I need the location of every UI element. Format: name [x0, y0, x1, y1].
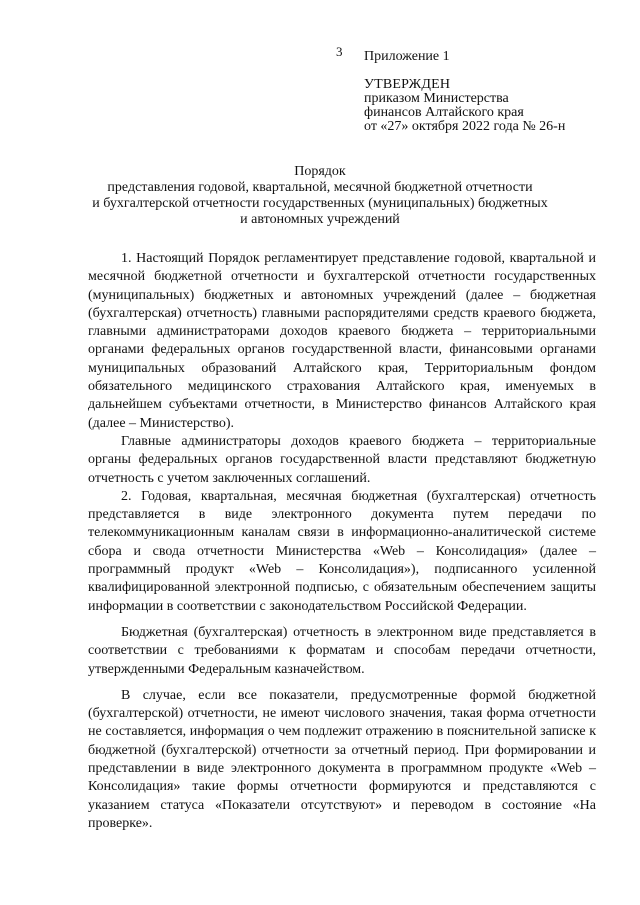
paragraph: В случае, если все показатели, предусмотренные формой бюджетной (бухгалтерской) отчетности, не имеют числового значения, такая форма отчетности не составляется, информация о чем подлежит отражению в пояснительной записке к бюджетной (бухгалтерской) отчетности за отчетный период. При формировании и представлении в виде электронного документа в программном продукте «Web – Консолидация» такие формы отчетности формируются и представляются с указанием статуса «Показатели отсутствуют» и переводом в состояние «На проверке». — [88, 687, 596, 831]
title-line: и автономных учреждений — [240, 212, 400, 227]
paragraph: Бюджетная (бухгалтерская) отчетность в электронном виде представляется в соответствии с требованиями к форматам и способам передачи отчетности, утвержденными Федеральным казначейством. — [88, 624, 596, 677]
title-line: Порядок — [294, 164, 346, 179]
approved-line: финансов Алтайского края — [364, 105, 524, 120]
approved-line: от «27» октября 2022 года № 26-н — [364, 119, 566, 134]
approved-line: приказом Министерства — [364, 91, 509, 106]
paragraph: Главные администраторы доходов краевого бюджета – территориальные органы федеральных органов государственной власти представляют бюджетную отчетность с учетом заключенных соглашений. — [88, 433, 596, 486]
paragraph: 1. Настоящий Порядок регламентирует представление годовой, квартальной и месячной бюджетной отчетности и бухгалтерской отчетности государственных (муниципальных) бюджетных и автономных учреждений (далее – бюджетная (бухгалтерская) отчетность) главными распорядителями средств краевого бюджета, главными администраторами доходов краевого бюджета – территориальными органами федеральных органов государственной власти, финансовыми органами муниципальных образований Алтайского края, Территориальным фондом обязательного медицинского страхования Алтайского края, именуемых в дальнейшем субъектами отчетности, в Министерство финансов Алтайского края (далее – Министерство). — [88, 251, 596, 431]
page-number: 3 — [336, 44, 343, 59]
title-line: и бухгалтерской отчетности государственных (муниципальных) бюджетных — [92, 196, 548, 211]
appendix-label: Приложение 1 — [364, 49, 450, 64]
title-line: представления годовой, квартальной, месячной бюджетной отчетности — [107, 180, 533, 195]
paragraph: 2. Годовая, квартальная, месячная бюджетная (бухгалтерская) отчетность представляется в виде электронного документа путем передачи по телекоммуникационным каналам связи в информационно-аналитической системе сбора и свода отчетности Министерства «Web – Консолидация» (далее – программный продукт «Web – Консолидация»), подписанного усиленной квалифицированной электронной подписью, с обязательным обеспечением защиты информации в соответствии с законодательством Российской Федерации. — [88, 488, 596, 614]
approved-label: УТВЕРЖДЕН — [364, 77, 451, 92]
document-body — [88, 250, 596, 833]
approval-block — [364, 50, 565, 134]
document-title — [0, 164, 640, 228]
